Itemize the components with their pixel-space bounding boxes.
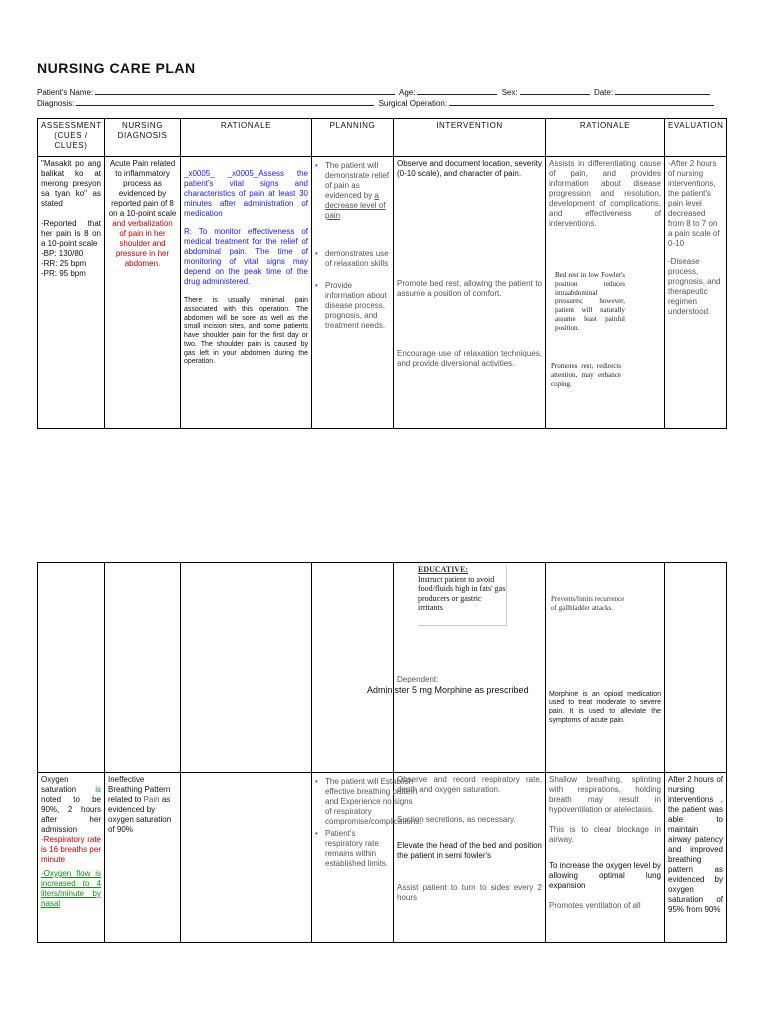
header-rationale-2: RATIONALE [546,119,665,157]
assessment-cell [38,773,105,943]
planning-text-underlined: a decrease level of pain [325,191,386,220]
diagnosis-pain: Pain [143,795,160,804]
dependent-morphine: Administer 5 mg Morphine as prescribed [367,685,529,695]
sex-field [520,87,590,95]
surgical-label: Surgical Operation: [378,99,448,108]
assessment-cell [38,157,105,429]
rationale-ventilation: Promotes ventilation of all [549,901,641,910]
diagnosis-text-red: and verbalization of pain in her shoulder and pressure in her abdomen. [112,219,173,268]
rationale-shallow: Shallow breathing, splinting with respirations, holding breath may result in hypoventilation or atelectasis. [549,775,661,814]
planning-item: • Provide information about disease process, prognosis, and treatment needs. [315,281,390,331]
intervention-observe-rr: Observe and record respiratory rate, depth and oxygen saturation. [397,775,542,794]
educative-rationale: Prevents/limits recurrence of gallbladder attacks. [551,595,625,612]
evaluation-cell [665,773,727,943]
assessment-respiratory-rate: -Respiratory rate is 16 breaths per minute [41,835,101,864]
table-row [38,157,727,429]
diagnosis-cell [105,773,181,943]
oxygen-saturation-label: Oxygen saturation [41,775,77,794]
intervention-cell [394,157,546,429]
patient-name-label: Patient's Name: [37,88,94,97]
intervention-bed-rest: Promote bed rest, allowing the patient to assume a position of comfort. [397,279,542,298]
intervention-turn: Assist patient to turn to sides every 2 hours [397,883,542,902]
planning-item: • The patient will Establish effective breathing pattern and Experience no signs of respiratory compromise/complications. [315,777,422,826]
educative-rationale-cell [546,563,665,773]
assessment-oxygen-flow: -Oxygen flow is increased to 4 liters/minute by nasal [41,869,101,908]
date-label: Date: [593,88,614,97]
assessment-is: is [95,785,101,794]
assessment-noted: noted to be 90%, 2 hours after her admission [41,795,101,834]
diagnosis-cell [105,157,181,429]
intervention-relaxation: Encourage use of relaxation techniques, and provide diversional activities. [397,349,542,368]
empty-cell [665,563,727,773]
educative-text: Instruct patient to avoid food/fluids high in fats' gas producers or gastric irritants [418,574,506,613]
diagnosis-label: Diagnosis: [37,99,75,108]
assessment-rr: -RR: 25 bpm [41,259,87,268]
patient-name-field [95,87,395,95]
planning-cell [312,157,394,429]
intervention-elevate: Elevate the head of the bed and position the patient in semi fowler's [397,841,542,860]
assessment-pr: -PR: 95 bpm [41,269,86,278]
header-rationale: RATIONALE [181,119,312,157]
assessment-bp: -BP: 130/80 [41,249,84,258]
intervention-observe: Observe and document location, severity (0-10 scale), and character of pain. [397,159,542,178]
educative-box [418,565,507,626]
assessment-quote: "Masakit po ang balikat ko at merong presyon sa tyan ko" as stated [41,159,101,208]
planning-text: The patient will demonstrate relief of pain as evidenced by [325,161,390,200]
rationale-2-cell [546,157,665,429]
diagnosis-info-line [37,98,716,108]
care-plan-table-1 [37,118,727,429]
evaluation-text: After 2 hours of nursing interventions , the patient was able to maintain airway patency and improved breathing pattern as evidenced by oxygen saturation of 95% from 90% [668,775,723,914]
empty-cell [181,563,312,773]
morphine-rationale: Morphine is an opioid medication used to treat moderate to severe pain. It is used to alleviate the symptoms of acute pain. [549,690,661,724]
planning-cell [312,773,422,943]
assessment-pain-scale: -Reported that her pain is 8 on a 10-point scale [41,219,101,248]
diagnosis-text-end: as evidenced by oxygen saturation of 90% [108,795,172,834]
planning-text: Provide information about disease process, prognosis, and treatment needs. [325,281,387,330]
planning-item: • Patient's respiratory rate remains within established limits. [315,829,389,868]
evaluation-pain-decreased: -After 2 hours of nursing interventions, the patient's pain level decreased from 8 to 7 on a pain scale of 0-10 [668,159,720,248]
page-title: NURSING CARE PLAN [37,60,196,76]
age-label: Age: [399,88,416,97]
empty-cell [181,773,312,943]
rationale-increase-oxygen: To increase the oxygen level by allowing optimal lung expansion [549,861,661,890]
rationale-cell [546,773,665,943]
empty-cell [312,563,394,773]
evaluation-understood: -Disease process, prognosis, and therapeutic regimen understood. [668,257,721,316]
planning-item: • demonstrates use of relaxation skills [315,249,389,268]
planning-text: Patient's respiratory rate remains within established limits. [325,829,389,868]
planning-text: The patient will Establish effective breathing pattern and Experience no signs of respiratory compromise/complications. [325,777,422,826]
surgical-field [449,98,714,106]
diagnosis-field [76,98,374,106]
planning-item: • The patient will demonstrate relief of pain as evidenced by a decrease level of pain [315,161,390,220]
rationale-2-promotes-rest: Promotes rest, redirects attention, may enhance coping. [551,362,621,388]
dependent-label: Dependent: [397,675,439,684]
diagnosis-text: Ineffective Breathing Pattern related to [108,775,171,804]
table-row [38,773,727,943]
header-intervention: INTERVENTION [394,119,546,157]
diagnosis-text: Acute Pain related to inflammatory process as evidenced by reported pain of 8 on a 10-point scale [108,159,177,218]
rationale-2-bed-rest: Bed rest in low Fowler's position reduces intraabdominal pressures; however, patient will naturally assume least painful position. [555,271,625,332]
empty-cell [38,563,105,773]
intervention-suction: Suction secretions, as necessary. [397,815,516,824]
rationale-assess: _x0005_ _x0005_Assess the patient's vital signs and characteristics of pain at least 30 minutes after administration of medication [184,169,308,218]
table-header-row [38,119,727,157]
rationale-clear: This is to clear blockage in airway. [549,825,661,844]
header-evaluation: EVALUATION [665,119,727,157]
patient-info-line [37,87,712,97]
table-row [38,563,727,773]
age-field [417,87,497,95]
empty-cell [105,563,181,773]
educative-title: EDUCATIVE: [418,565,469,574]
rationale-minimal-pain: There is usually minimal pain associated with this operation. The abdomen will be sore as well as the small incision sites, and some patients have shoulder pain for the first day or two. The shoulder pain is caused by gas left in your abdomen during the operation. [184,297,308,366]
rationale-monitor: R: To monitor effectiveness of medical treatment for the relief of abdominal pain. The time of monitoring of vital signs may depend on the peak time of the drug administered. [184,227,308,286]
evaluation-cell [665,157,727,429]
planning-text: demonstrates use of relaxation skills [325,249,389,268]
sex-label: Sex: [501,88,518,97]
rationale-2-assists: Assists in differentiating cause of pain, and provides information about disease progression and resolution, development of complications, and effectiveness of interventions. [549,159,661,228]
care-plan-table-2 [37,562,727,943]
header-planning: PLANNING [312,119,394,157]
date-field [615,87,710,95]
header-nursing-diagnosis: NURSING DIAGNOSIS [105,119,181,157]
header-assessment: ASSESSMENT (CUES / CLUES) [38,119,105,157]
rationale-cell [181,157,312,429]
